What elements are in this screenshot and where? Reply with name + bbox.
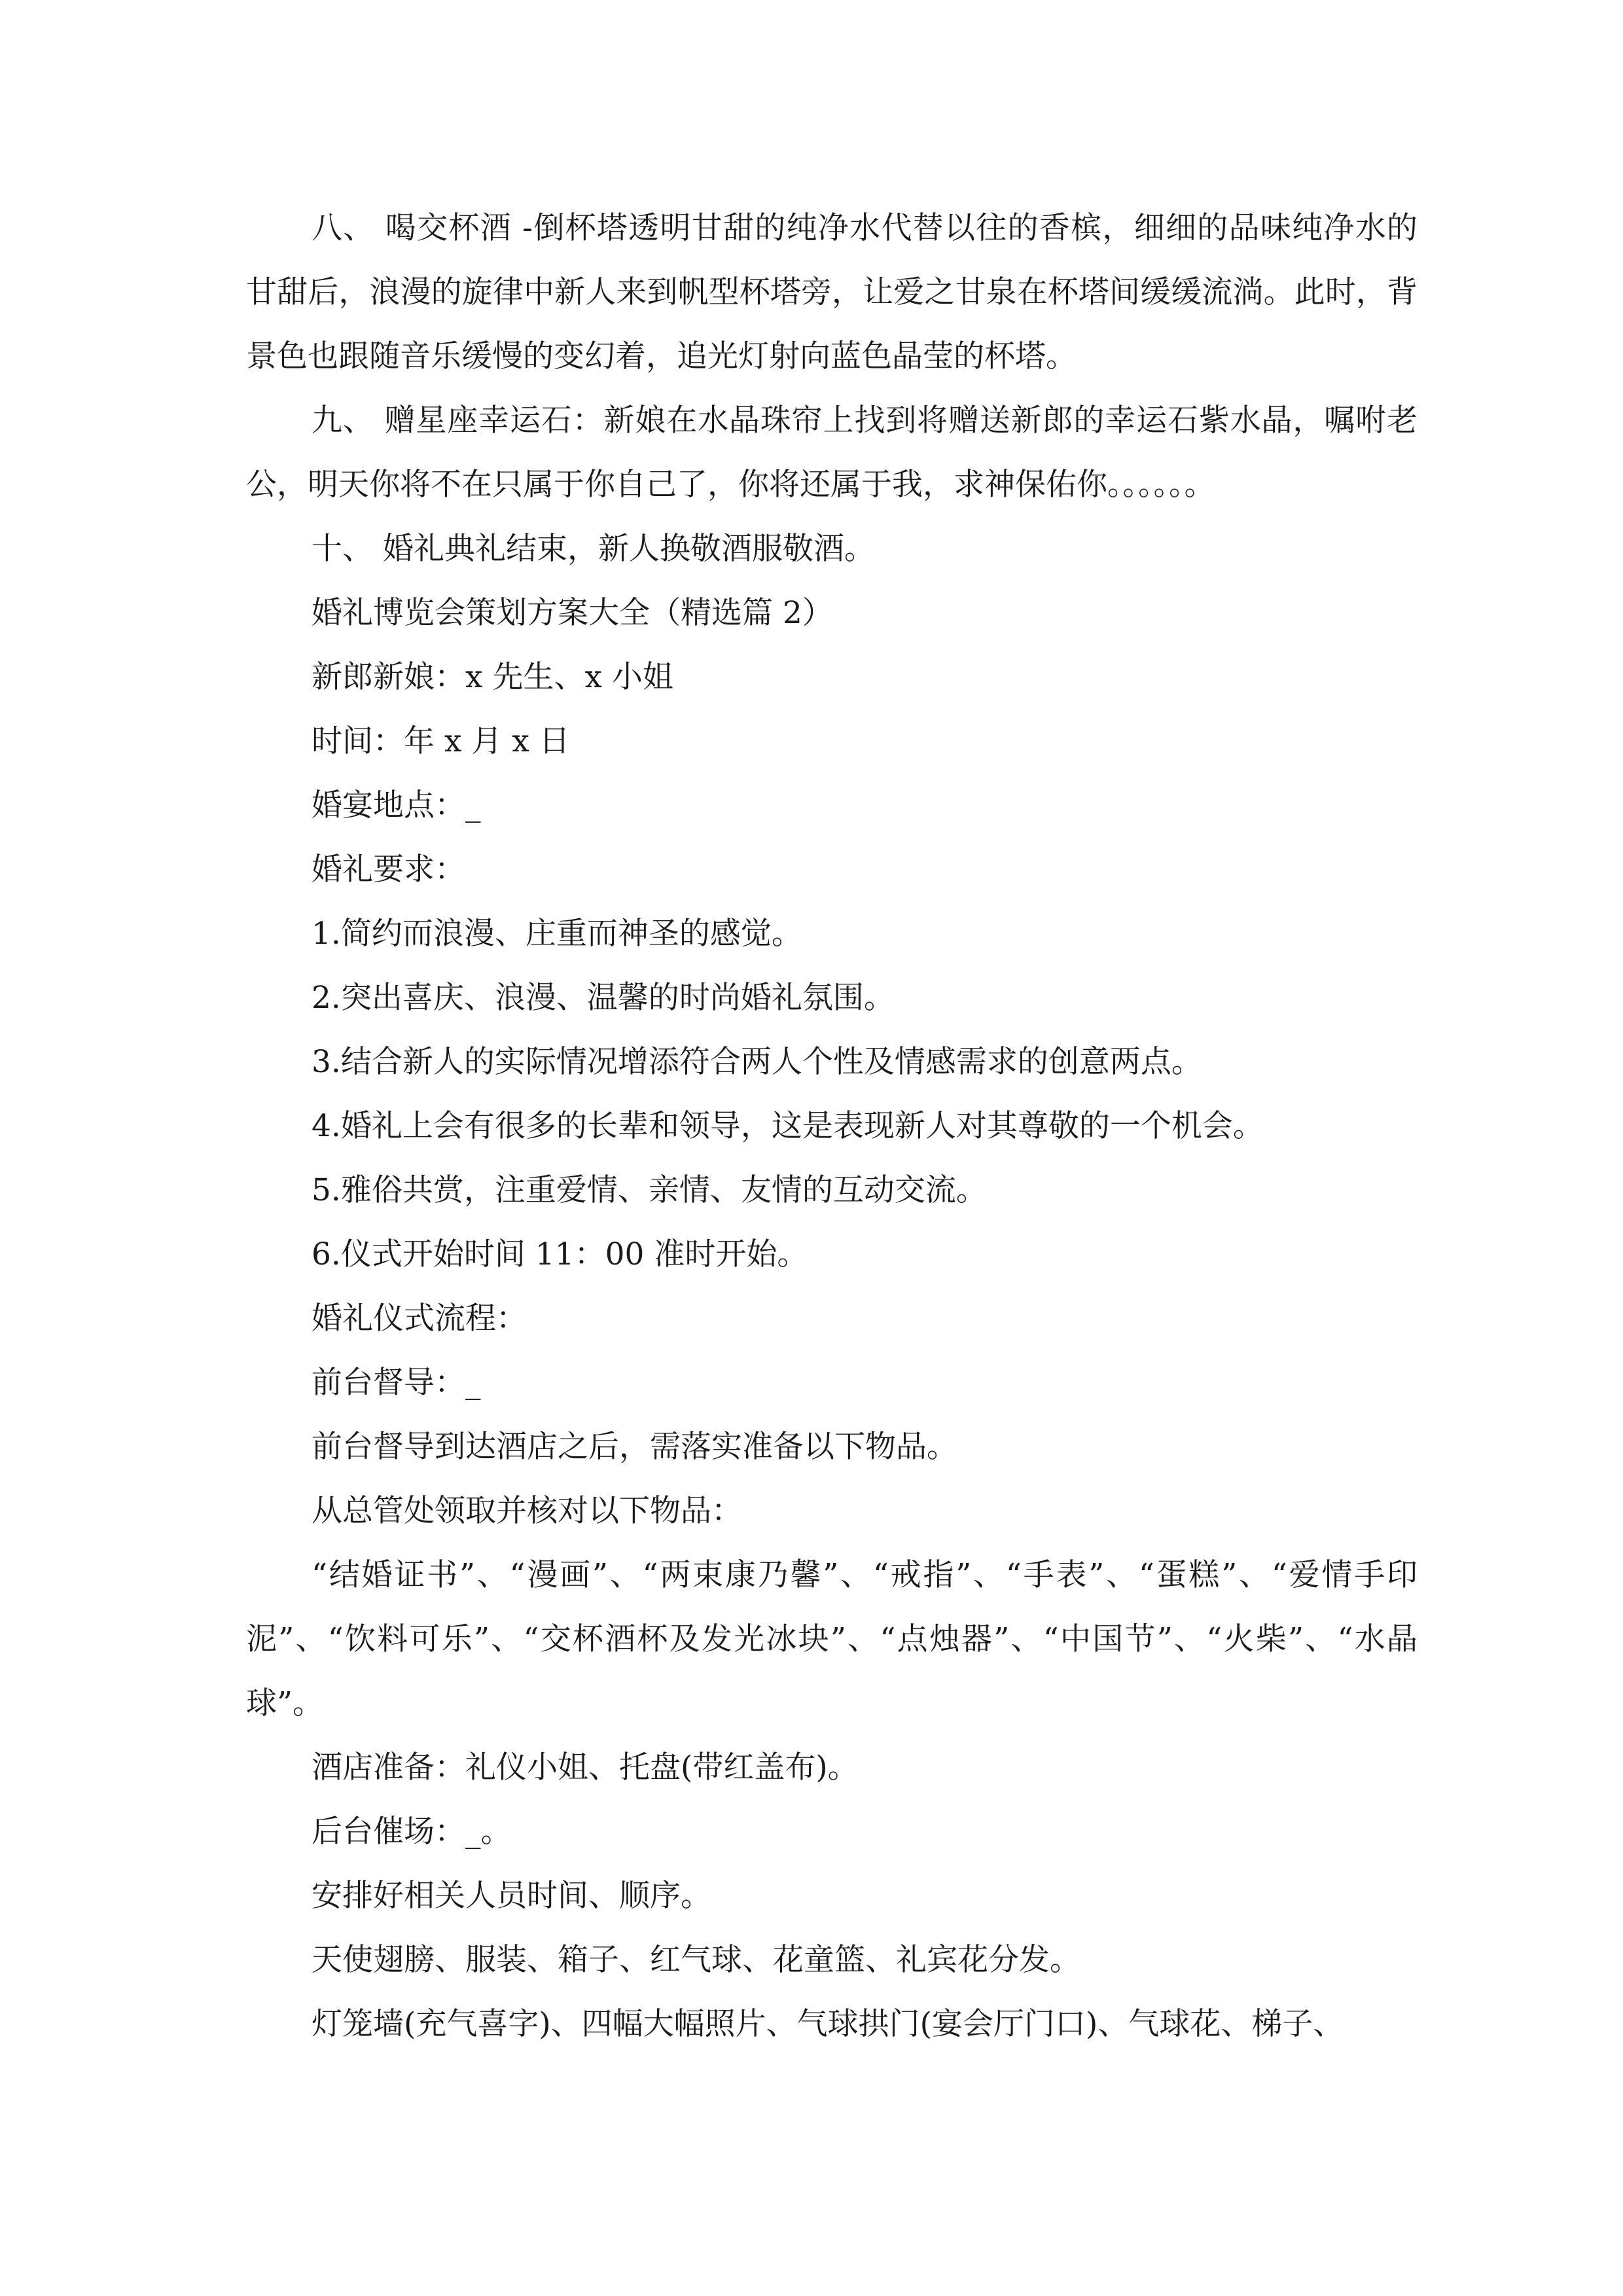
paragraph-lucky-stone: 九、 赠星座幸运石：新娘在水晶珠帘上找到将赠送新郎的幸运石紫水晶，嘱咐老公，明天你将不在只属于你自己了，你将还属于我，求神保佑你。。。。。。: [246, 403, 1418, 503]
requirement-item: 6.仪式开始时间 11：00 准时开始。: [312, 1236, 808, 1272]
paragraph-toast: 八、 喝交杯酒 -倒杯塔透明甘甜的纯净水代替以往的香槟，细细的品味纯净水的甘甜后，浪漫的旋律中新人来到帆型杯塔旁，让爱之甘泉在杯塔间缓缓流淌。此时，背景色也跟随音乐缓慢的变幻着，追光灯射向蓝色晶莹的杯塔。: [246, 210, 1418, 374]
requirement-item: 4.婚礼上会有很多的长辈和领导，这是表现新人对其尊敬的一个机会。: [312, 1108, 1264, 1144]
section-title: 婚礼博览会策划方案大全（精选篇 2）: [312, 595, 833, 631]
paragraph-requirements-heading: 婚礼要求：: [312, 852, 465, 888]
paragraph-venue: 婚宴地点：_: [312, 787, 481, 823]
paragraph-item-list: “结婚证书”、“漫画”、“两束康乃馨”、“戒指”、“手表”、“蛋糕”、“爱情手印泥”、“饮料可乐”、“交杯酒杯及发光冰块”、“点烛器”、“中国节”、“火柴”、“水晶球”。: [246, 1557, 1418, 1721]
paragraph-backstage: 后台催场：_。: [312, 1814, 512, 1850]
paragraph-hotel-prep: 酒店准备：礼仪小姐、托盘(带红盖布)。: [312, 1749, 859, 1785]
requirement-item: 2.突出喜庆、浪漫、温馨的时尚婚礼氛围。: [312, 980, 895, 1016]
paragraph-arrange-staff: 安排好相关人员时间、顺序。: [312, 1878, 711, 1914]
paragraph-front-supervisor-task: 前台督导到达酒店之后，需落实准备以下物品。: [312, 1429, 957, 1465]
document-body: [246, 196, 1418, 2056]
paragraph-couple: 新郎新娘：x 先生、x 小姐: [312, 659, 673, 695]
paragraph-front-supervisor: 前台督导：_: [312, 1365, 481, 1401]
paragraph-decorations: 灯笼墙(充气喜字)、四幅大幅照片、气球拱门(宴会厅门口)、气球花、梯子、: [312, 2006, 1344, 2042]
paragraph-time: 时间：年 x 月 x 日: [312, 723, 570, 759]
paragraph-collect-items: 从总管处领取并核对以下物品：: [312, 1493, 742, 1529]
paragraph-distribution: 天使翅膀、服装、箱子、红气球、花童篮、礼宾花分发。: [312, 1942, 1080, 1978]
paragraph-process-heading: 婚礼仪式流程：: [312, 1300, 527, 1336]
requirement-item: 3.结合新人的实际情况增添符合两人个性及情感需求的创意两点。: [312, 1044, 1202, 1080]
requirement-item: 5.雅俗共赏，注重爱情、亲情、友情的互动交流。: [312, 1172, 987, 1208]
requirement-item: 1.简约而浪漫、庄重而神圣的感觉。: [312, 916, 802, 952]
paragraph-ceremony-end: 十、 婚礼典礼结束，新人换敬酒服敬酒。: [312, 531, 875, 567]
